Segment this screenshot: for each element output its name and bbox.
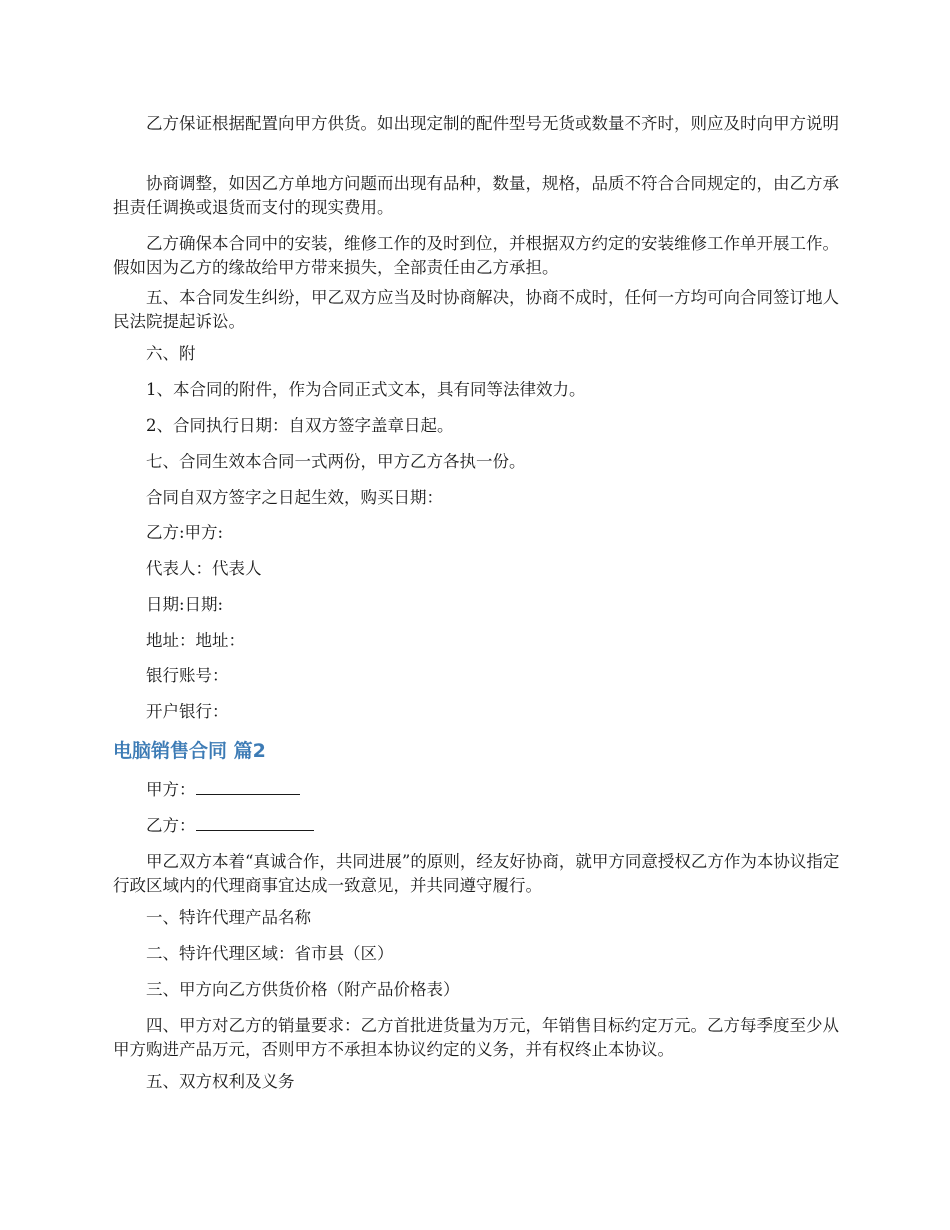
party-a-label: 甲方：	[146, 780, 196, 799]
paragraph: 1、本合同的附件，作为合同正式文本，具有同等法律效力。	[146, 380, 586, 399]
party-b-line	[113, 814, 840, 838]
paragraph: 四、甲方对乙方的销量要求：乙方首批进货量为万元，年销售目标约定万元。乙方每季度至少从甲方购进产品万元，否则甲方不承担本协议约定的义务，并有权终止本协议。	[113, 1016, 839, 1059]
paragraph: 六、附	[146, 344, 196, 363]
paragraph: 开户银行：	[146, 702, 229, 721]
paragraph: 乙方:甲方:	[146, 523, 224, 542]
paragraph: 乙方确保本合同中的安装，维修工作的及时到位，并根据双方约定的安装维修工作单开展工作。假如因为乙方的缘故给甲方带来损失，全部责任由乙方承担。	[113, 234, 839, 277]
party-b-blank	[196, 814, 314, 831]
paragraph: 日期:日期:	[146, 595, 224, 614]
paragraph: 乙方保证根据配置向甲方供货。如出现定制的配件型号无货或数量不齐时，则应及时向甲方说明	[146, 114, 839, 133]
paragraph: 代表人：代表人	[146, 559, 262, 578]
paragraph: 合同自双方签字之日起生效，购买日期：	[146, 488, 443, 507]
paragraph: 五、本合同发生纠纷，甲乙双方应当及时协商解决，协商不成时，任何一方均可向合同签订地人民法院提起诉讼。	[113, 288, 839, 331]
paragraph: 一、特许代理产品名称	[146, 908, 311, 927]
party-b-label: 乙方：	[146, 816, 196, 835]
section-heading: 电脑销售合同 篇2	[113, 740, 266, 762]
party-a-blank	[196, 778, 300, 795]
paragraph: 2、合同执行日期：自双方签字盖章日起。	[146, 416, 454, 435]
paragraph: 银行账号：	[146, 666, 229, 685]
paragraph: 五、双方权利及义务	[146, 1072, 295, 1091]
paragraph: 七、合同生效本合同一式两份，甲方乙方各执一份。	[146, 452, 526, 471]
paragraph: 二、特许代理区域：省市县（区）	[146, 944, 394, 963]
party-a-line	[113, 778, 840, 802]
paragraph: 三、甲方向乙方供货价格（附产品价格表）	[146, 980, 460, 999]
paragraph: 协商调整，如因乙方单地方问题而出现有品种，数量，规格，品质不符合合同规定的，由乙方承担责任调换或退货而支付的现实费用。	[113, 174, 839, 217]
paragraph: 地址：地址：	[146, 631, 245, 650]
paragraph: 甲乙双方本着“真诚合作，共同进展”的原则，经友好协商，就甲方同意授权乙方作为本协议指定行政区域内的代理商事宜达成一致意见，并共同遵守履行。	[113, 852, 840, 895]
